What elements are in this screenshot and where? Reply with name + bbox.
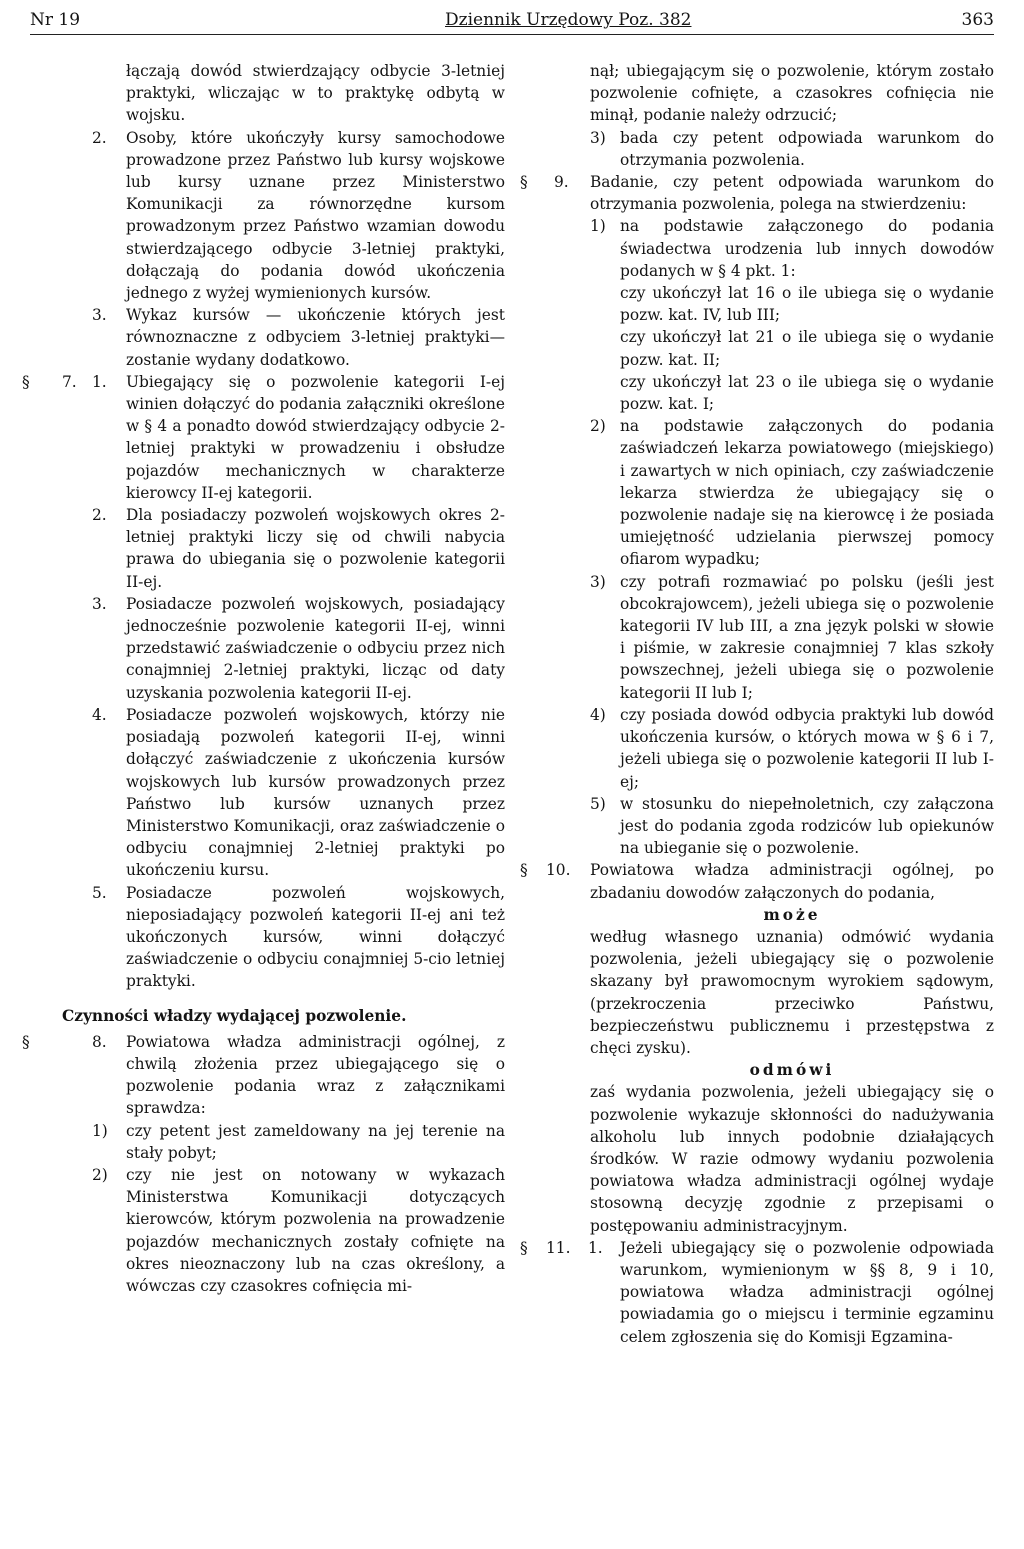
- point-text: Ubiegający się o pozwolenie kategorii I-ej winien dołączyć do podania załączniki określone w § 4 a ponadto dowód stwierdzający odbycie 2-letniej praktyki w prowadzeniu i obsłudze pojazdów mechanicznych w charakterze kierowcy II-ej kategorii.: [126, 372, 505, 502]
- point-text: czy petent jest zameldowany na jej terenie na stały pobyt;: [126, 1121, 505, 1162]
- point-number: 3): [590, 572, 606, 591]
- point-9-4: [520, 704, 994, 793]
- section-11-1: [520, 1237, 994, 1348]
- point-text: na podstawie załączonych do podania zaświadczeń lekarza powiatowego (miejskiego) i zawartych w nich opiniach, czy zaświadczenie lekarza stwierdza że ubiegający się o pozwolenie nadaje się na kierowcę i że posiada umiejętność udzielania pierwszej pomocy ofiarom wypadku;: [620, 417, 994, 569]
- point-number: 3.: [92, 594, 107, 613]
- point-text: Jeżeli ubiegający się o pozwolenie odpowiada warunkom, wymienionym w §§ 8, 9 i 10, powiatowa władza administracji ogólnej powiadamia go o miejscu i terminie egzaminu celem zgłoszenia się do Komisji Egzamina-: [620, 1238, 994, 1346]
- point-number: 3.: [92, 306, 107, 325]
- left-column: [22, 60, 505, 1297]
- point-text: Osoby, które ukończyły kursy samochodowe prowadzone przez Państwo lub kursy wojskowe lub kursy uznane przez Ministerstwo Komunikacji za równorzędne kursom prowadzonym przez Państwo wzamian dowodu stwierdzającego odbycie 3-letniej praktyki, dołączają do podania dowód ukończenia jednego z wyżej wymienionych kursów.: [126, 128, 505, 303]
- paragraph-10-c: zaś wydania pozwolenia, jeżeli ubiegający się o pozwolenie wykazuje skłonności do nadużywania alkoholu lub innych podobnie działających środków. W razie odmowy wydaniu pozwolenia powiatowa władza administracji ogólnej wydaje stosowną decyzję zgodnie z przepisami o postępowaniu administracyjnym.: [590, 1083, 994, 1235]
- point-number: 2): [92, 1165, 108, 1184]
- section-sign: §: [520, 1238, 528, 1257]
- journal-title: Dziennik Urzędowy Poz. 382: [445, 10, 692, 30]
- section-number: 10.: [546, 861, 571, 880]
- section-sign: §: [520, 173, 528, 192]
- issue-number: Nr 19: [30, 10, 81, 30]
- age-condition-a: czy ukończył lat 16 o ile ubiega się o wydanie pozw. kat. IV, lub III;: [620, 284, 994, 325]
- page-header: [30, 6, 994, 35]
- point-8-2: [40, 1164, 505, 1297]
- point-9-5: [520, 793, 994, 860]
- section-number: 9.: [554, 173, 569, 192]
- emphasis-odmowi: odmówi: [749, 1061, 835, 1080]
- point-number: 3): [590, 128, 606, 147]
- point-number: 1): [590, 217, 606, 236]
- page-number: 363: [961, 10, 994, 30]
- right-column: [520, 60, 994, 1348]
- point-number: 2): [590, 417, 606, 436]
- point-7-5: [40, 882, 505, 993]
- point-9-1: [520, 215, 994, 415]
- point-9-2: [520, 415, 994, 570]
- point-text: na podstawie załączonego do podania świadectwa urodzenia lub innych dowodów podanych w § 4 pkt. 1:: [620, 217, 994, 280]
- point-text: Posiadacze pozwoleń wojskowych, nieposiadający pozwoleń kategorii II-ej ani też ukończonych kursów, winni dołączyć zaświadczenie o odbyciu conajmniej 5-cio letniej praktyki.: [126, 883, 505, 991]
- point-number: 2.: [92, 128, 107, 147]
- point-text: Posiadacze pozwoleń wojskowych, którzy nie posiadają pozwoleń kategorii II-ej, winni dołączyć zaświadczenie z ukończenia kursów wojskowych lub kursów prowadzonych przez Państwo lub kursów uznanych przez Ministerstwo Komunikacji, oraz zaświadczenie o odbyciu conajmniej 2-letniej praktyki po ukończeniu kursu.: [126, 705, 505, 880]
- point-number: 1): [92, 1121, 108, 1140]
- paragraph-continuation: nął; ubiegającym się o pozwolenie, którym zostało pozwolenie cofnięte, a czasokres cofnięcia nie minął, podanie należy odrzucić;: [590, 62, 994, 125]
- point-number: 4.: [92, 705, 107, 724]
- point-text: Dla posiadaczy pozwoleń wojskowych okres 2-letniej praktyki liczy się od chwili nabycia prawa do ubiegania się o pozwolenie kategorii II-ej.: [126, 506, 505, 591]
- section-7-1: [22, 371, 505, 504]
- point-6-2: [40, 127, 505, 305]
- point-9-3: [520, 571, 994, 704]
- point-text: bada czy petent odpowiada warunkom do otrzymania pozwolenia.: [620, 128, 994, 169]
- section-sign: §: [520, 861, 528, 880]
- point-text: czy potrafi rozmawiać po polsku (jeśli jest obcokrajowcem), jeżeli ubiega się o pozwolenie kategorii IV lub III, a zna język polski w słowie i piśmie, w zakresie conajmniej 7 klas szkoły powszechnej, jeżeli ubiega się o pozwolenie kategorii II lub I;: [620, 572, 994, 702]
- section-10: [520, 859, 994, 903]
- point-7-2: [40, 504, 505, 593]
- point-number: 2.: [92, 506, 107, 525]
- section-8: [22, 1031, 505, 1120]
- section-number: 7.: [62, 372, 77, 391]
- point-text: Powiatowa władza administracji ogólnej, z chwilą złożenia przez ubiegającego się o pozwolenie podania wraz z załącznikami sprawdza:: [126, 1032, 505, 1118]
- point-text: czy nie jest on notowany w wykazach Ministerstwa Komunikacji dotyczących kierowców, którym pozwolenia na prowadzenie pojazdów mechanicznych zostały cofnięte na okres nieoznaczony lub na czas określony, a wówczas czy czasokres cofnięcia mi-: [126, 1165, 505, 1295]
- section-sign: §: [22, 1032, 30, 1051]
- point-text: Powiatowa władza administracji ogólnej, po zbadaniu dowodów załączonych do podania,: [590, 861, 994, 902]
- emphasis-moze: może: [763, 905, 821, 924]
- section-heading: Czynności władzy wydającej pozwolenie.: [62, 1006, 407, 1025]
- point-7-3: [40, 593, 505, 704]
- point-text: Badanie, czy petent odpowiada warunkom do otrzymania pozwolenia, polega na stwierdzeniu:: [590, 173, 994, 214]
- section-9: [520, 171, 994, 215]
- section-number: 8.: [92, 1032, 107, 1051]
- point-number: 1.: [588, 1238, 603, 1257]
- age-condition-c: czy ukończył lat 23 o ile ubiega się o wydanie pozw. kat. I;: [620, 372, 994, 414]
- section-number: 11.: [546, 1238, 571, 1257]
- point-number: 4): [590, 705, 606, 724]
- point-text: Wykaz kursów — ukończenie których jest równoznaczne z odbyciem 3-letniej praktyki—zostanie wydany dodatkowo.: [126, 306, 505, 369]
- point-number: 1.: [92, 372, 107, 391]
- point-8-1: [40, 1120, 505, 1164]
- paragraph-10-b: według własnego uznania) odmówić wydania pozwolenia, jeżeli ubiegający się o pozwolenie skazany był prawomocnym wyrokiem sądowym, (przekroczenia przeciwko Państwu, bezpieczeństwu publicznemu i przestępstwa z chęci zysku).: [590, 927, 994, 1057]
- point-number: 5): [590, 794, 606, 813]
- point-8-3: [520, 127, 994, 171]
- age-condition-b: czy ukończył lat 21 o ile ubiega się o wydanie pozw. kat. II;: [620, 328, 994, 369]
- point-text: Posiadacze pozwoleń wojskowych, posiadający jednocześnie pozwolenie kategorii II-ej, winni przedstawić zaświadczenie o odbyciu przez nich conajmniej 2-letniej praktyki, licząc od daty uzyskania pozwolenia kategorii II-ej.: [126, 594, 505, 702]
- point-number: 5.: [92, 883, 107, 902]
- point-6-3: [40, 304, 505, 371]
- point-7-4: [40, 704, 505, 882]
- section-sign: §: [22, 372, 30, 391]
- point-text: w stosunku do niepełnoletnich, czy załączona jest do podania zgoda rodziców lub opiekunów na ubieganie się o pozwolenie.: [620, 794, 994, 858]
- paragraph-intro: łączają dowód stwierdzający odbycie 3-letniej praktyki, wliczając w to praktykę odbytą w wojsku.: [126, 62, 505, 125]
- point-text: czy posiada dowód odbycia praktyki lub dowód ukończenia kursów, o których mowa w § 6 i 7, jeżeli ubiega się o pozwolenie kategorii II lub I-ej;: [620, 705, 994, 791]
